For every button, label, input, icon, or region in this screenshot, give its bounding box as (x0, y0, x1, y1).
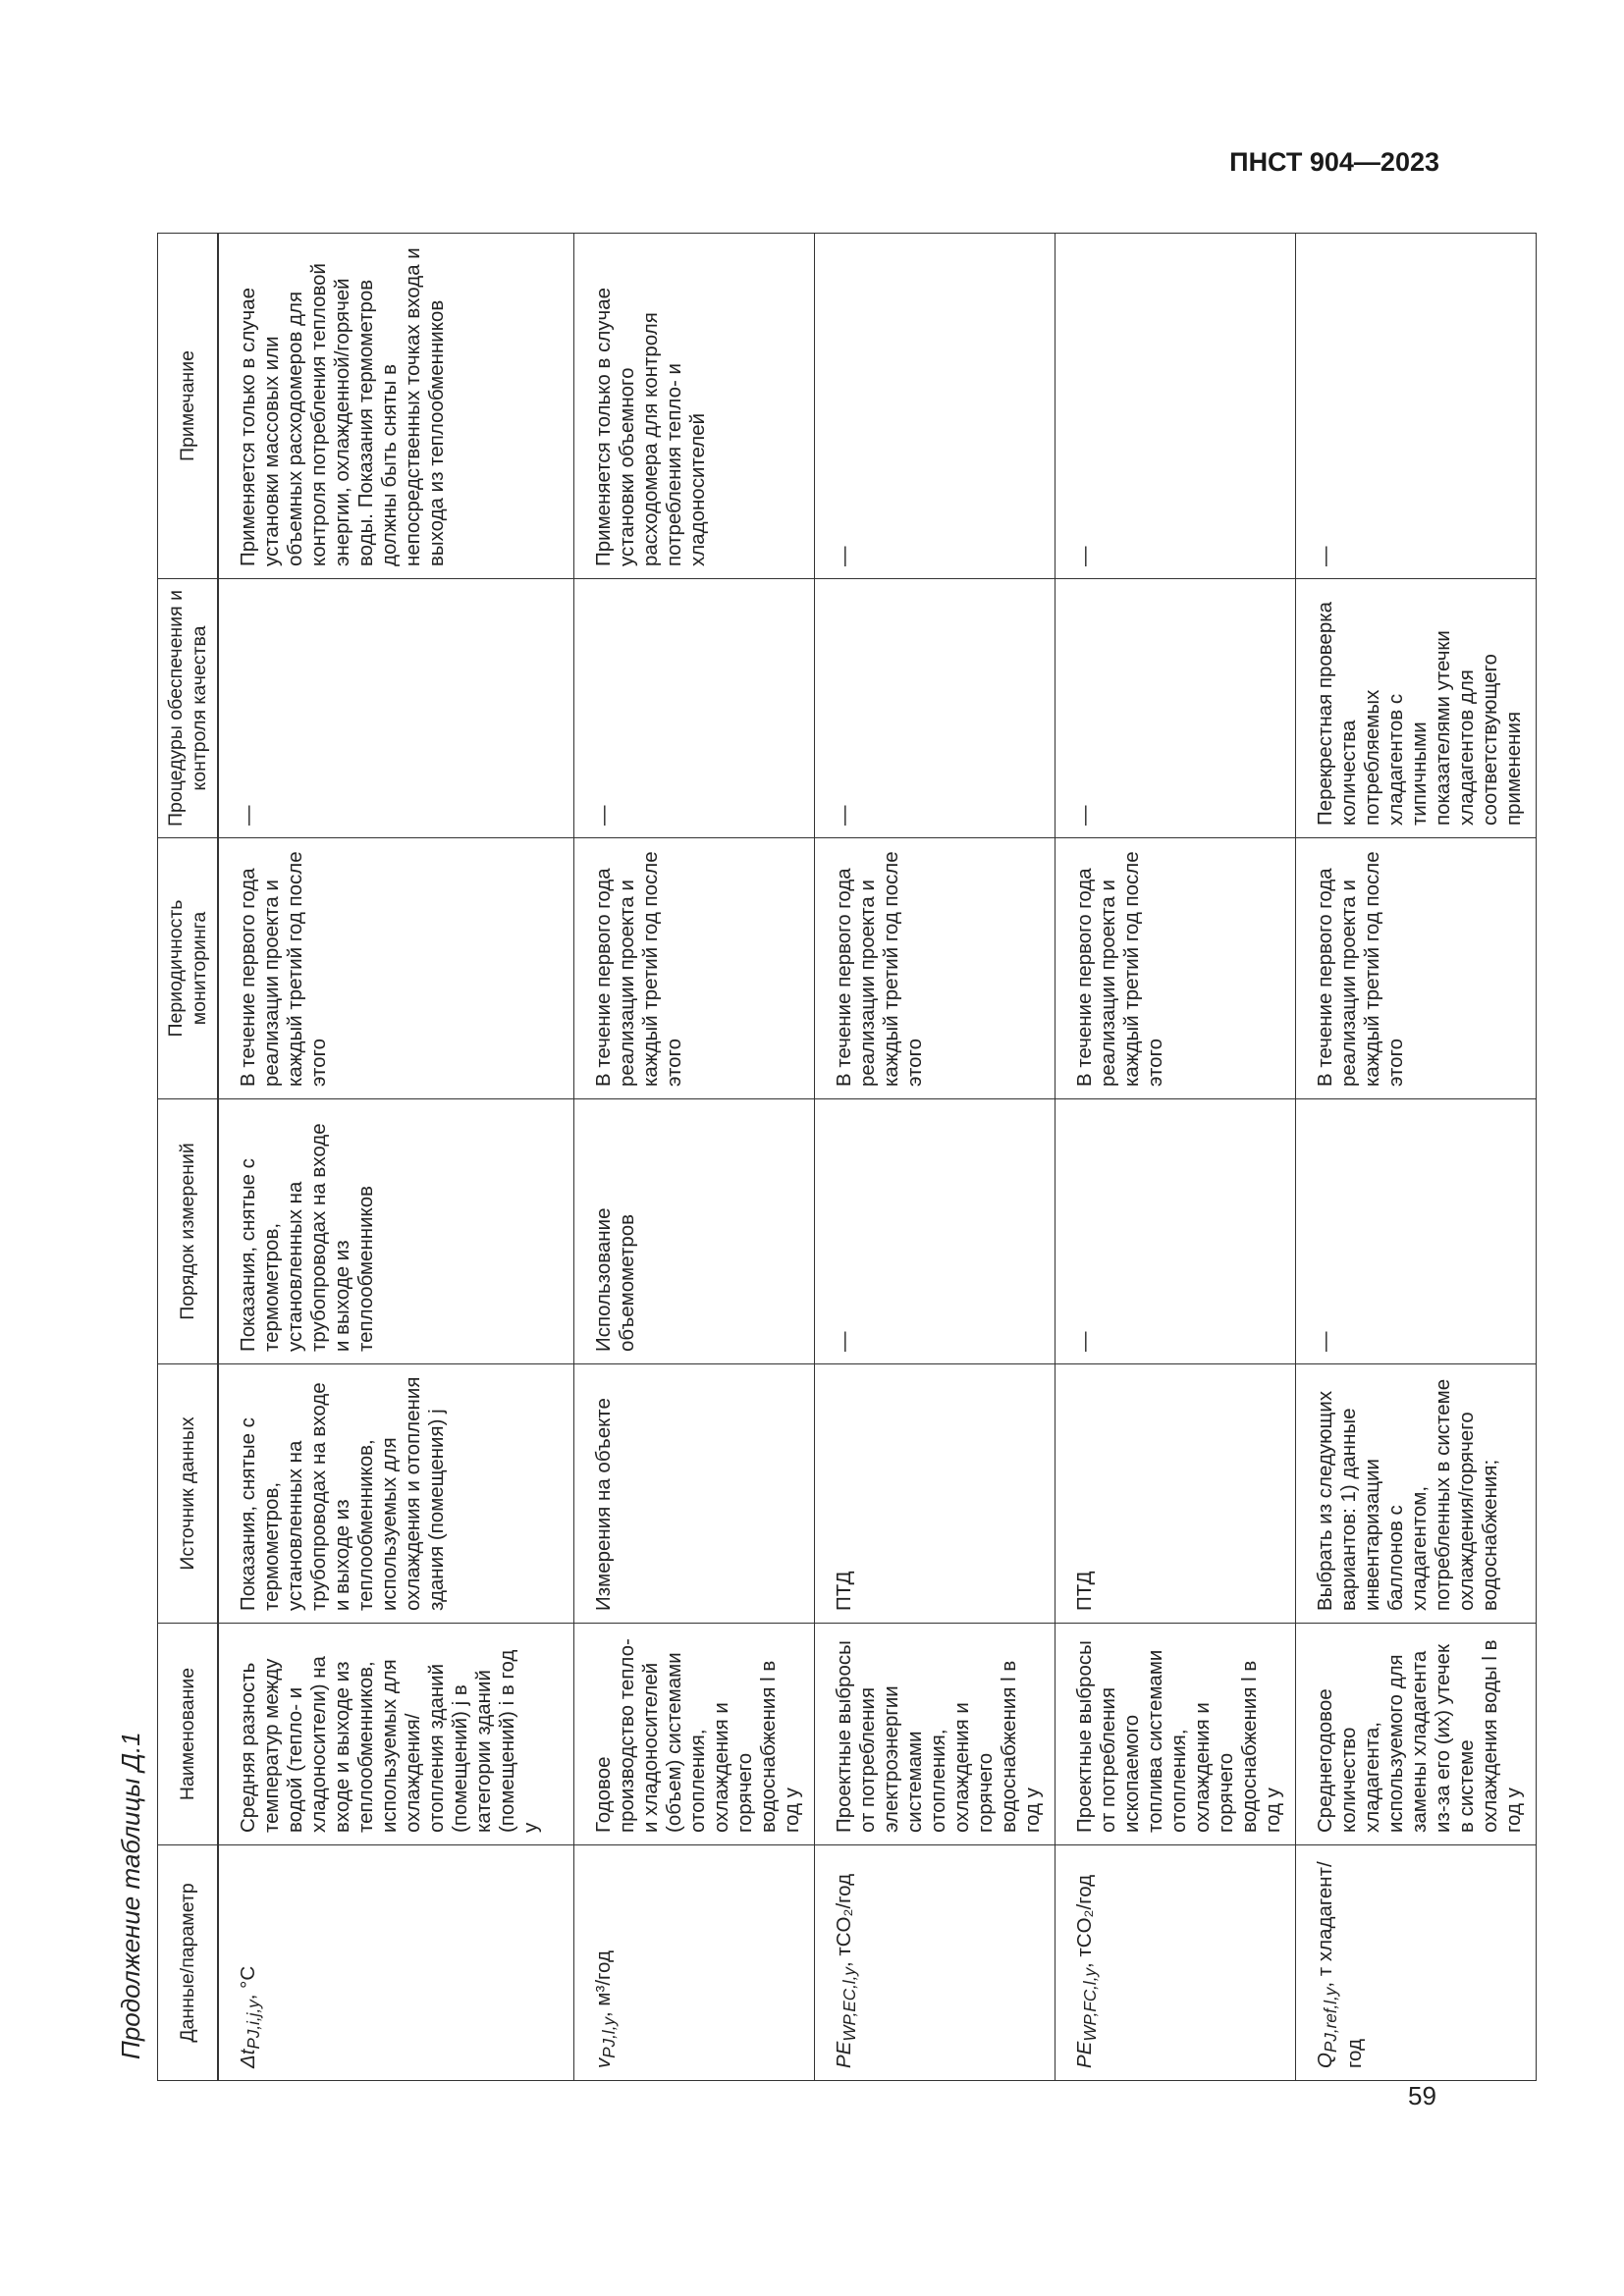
cell-parameter: $Q_{PJ,ref,l,y}$, т хладагент/год (1295, 1845, 1536, 2081)
data-table (157, 233, 1537, 2081)
col-header-frequency: Периодичность мониторинга (158, 838, 219, 1099)
col-header-procedure: Порядок измерений (158, 1099, 219, 1364)
cell-procedure: Показания, снятые с термометров, установленных на трубопроводах на входе и выходе из теплообменников (218, 1099, 573, 1364)
cell-note: Применяется только в случае установки объемного расходомера для контроля потребления тепло- и хладоносителей (573, 234, 814, 579)
cell-parameter: $PE_{WP,FC,l,y}$, тCO₂/год (1055, 1845, 1295, 2081)
col-header-note: Примечание (158, 234, 219, 579)
col-header-qa: Процедуры обеспечения и контроля качества (158, 579, 219, 838)
cell-source: Выбрать из следующих вариантов: 1) данные инвентаризации баллонов с хладагентом, потребленных в системе охлаждения/горячего водоснабжения; (1295, 1364, 1536, 1624)
cell-note: — (814, 234, 1055, 579)
cell-frequency: В течение первого года реализации проекта и каждый третий год после этого (1295, 838, 1536, 1099)
page-number: 59 (1408, 2081, 1436, 2110)
table-caption: Продолжение таблицы Д.1 (116, 1732, 145, 2059)
table-row (218, 234, 573, 2081)
cell-procedure: Использование объемометров (573, 1099, 814, 1364)
cell-source: Показания, снятые с термометров, установленных на трубопроводах на входе и выходе из теплообменников, используемых для охлаждения и отопления здания (помещения) j (218, 1364, 573, 1624)
table-header-row (158, 234, 219, 2081)
cell-name: Средняя разность температур между водой (тепло- и хладоносители) на входе и выходе из теплообменников, используемых для охлаждения/отопления зданий (помещений) j в категории зданий (помещений) i в год y (218, 1624, 573, 1845)
standard-code: ПНСТ 904—2023 (1229, 147, 1439, 177)
cell-frequency: В течение первого года реализации проекта и каждый третий год после этого (1055, 838, 1295, 1099)
cell-note: Применяется только в случае установки массовых или объемных расходомеров для контроля потребления тепловой энергии, охлажденной/горячей воды. Показания термометров должны быть сняты в непосредственных точках входа и выхода из теплообменников (218, 234, 573, 579)
cell-parameter: $\Delta t_{PJ,i,j,y}$, °C (218, 1845, 573, 2081)
cell-frequency: В течение первого года реализации проекта и каждый третий год после этого (814, 838, 1055, 1099)
cell-frequency: В течение первого года реализации проекта и каждый третий год после этого (573, 838, 814, 1099)
cell-qa: — (814, 579, 1055, 838)
cell-source: ПТД (814, 1364, 1055, 1624)
cell-qa: — (218, 579, 573, 838)
table-row (1295, 234, 1536, 2081)
cell-qa: Перекрестная проверка количества потребляемых хладагентов с типичными показателями утечки хладагентов для соответствующего применения (1295, 579, 1536, 838)
col-header-source: Источник данных (158, 1364, 219, 1624)
col-header-name: Наименование (158, 1624, 219, 1845)
table-row (1055, 234, 1295, 2081)
table-row (814, 234, 1055, 2081)
cell-note: — (1295, 234, 1536, 579)
cell-note: — (1055, 234, 1295, 579)
rotated-table-area (110, 196, 1525, 2081)
col-header-parameter: Данные/параметр (158, 1845, 219, 2081)
cell-procedure: — (1295, 1099, 1536, 1364)
table-row (573, 234, 814, 2081)
cell-name: Годовое производство тепло- и хладоносителей (объем) системами отопления, охлаждения и горячего водоснабжения l в год y (573, 1624, 814, 1845)
cell-parameter: $v_{PJ,l,y}$, м³/год (573, 1845, 814, 2081)
cell-name: Проектные выбросы от потребления электроэнергии системами отопления, охлаждения и горячего водоснабжения l в год y (814, 1624, 1055, 1845)
cell-procedure: — (814, 1099, 1055, 1364)
cell-qa: — (573, 579, 814, 838)
cell-frequency: В течение первого года реализации проекта и каждый третий год после этого (218, 838, 573, 1099)
cell-procedure: — (1055, 1099, 1295, 1364)
cell-source: Измерения на объекте (573, 1364, 814, 1624)
cell-source: ПТД (1055, 1364, 1295, 1624)
cell-parameter: $PE_{WP,EC,l,y}$, тCO₂/год (814, 1845, 1055, 2081)
cell-qa: — (1055, 579, 1295, 838)
cell-name: Проектные выбросы от потребления ископаемого топлива системами отопления, охлаждения и горячего водоснабжения l в год y (1055, 1624, 1295, 1845)
cell-name: Среднегодовое количество хладагента, используемого для замены хладагента из-за его (их) утечек в системе охлаждения воды l в год y (1295, 1624, 1536, 1845)
